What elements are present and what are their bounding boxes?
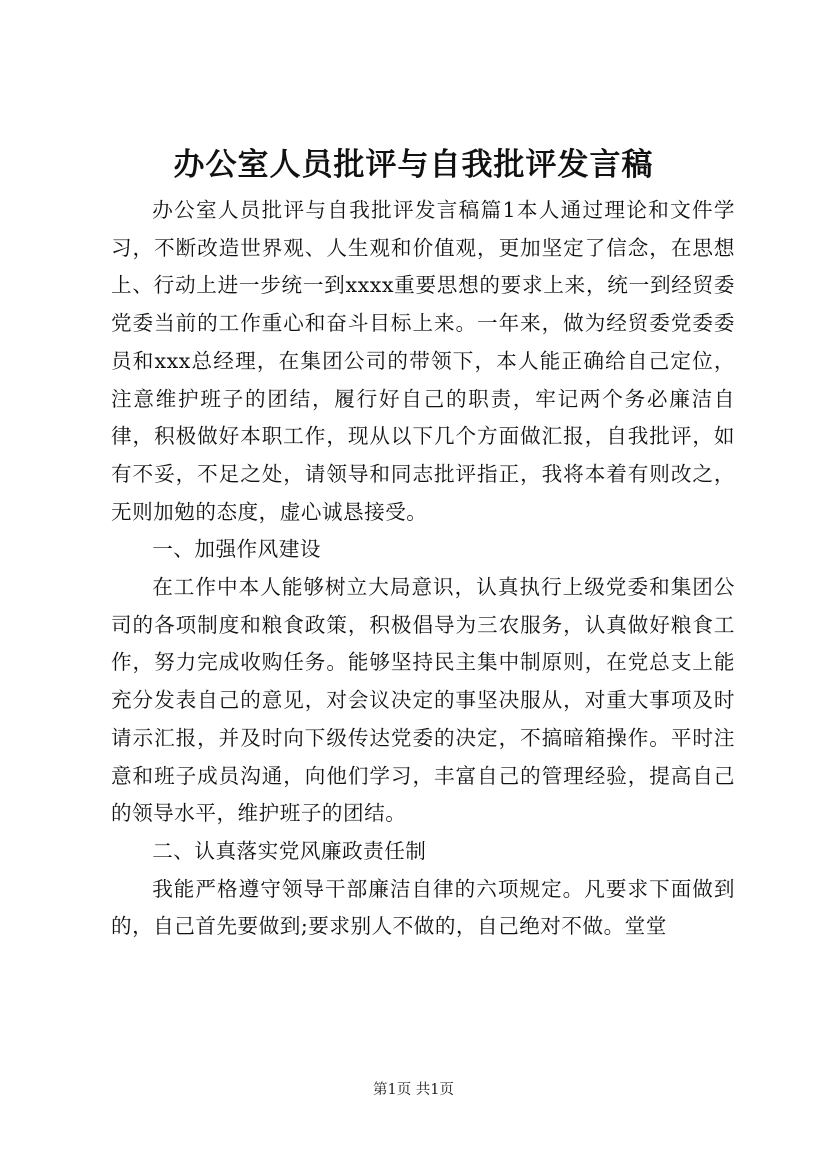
section-heading-1: 一、加强作风建设 — [152, 537, 321, 562]
paragraph-intro: 办公室人员批评与自我批评发言稿篇1本人通过理论和文件学习，不断改造世界观、人生观和价值观，更加坚定了信念，在思想上、行动上进一步统一到xxxx重要思想的要求上来，统一到经贸委党委当前的工作重心和奋斗目标上来。一年来，做为经贸委党委委员和xxx总经理，在集团公司的带领下，本人能正确给自己定位，注意维护班子的团结，履行好自己的职责，牢记两个务必廉洁自律，积极做好本职工作，现从以下几个方面做汇报，自我批评，如有不妥，不足之处，请领导和同志批评指正，我将本着有则改之，无则加勉的态度，虚心诚恳接受。 — [111, 198, 735, 524]
page-footer: 第1页 共1页 — [372, 1082, 455, 1098]
section-heading-2: 二、认真落实党风廉政责任制 — [152, 838, 427, 863]
paragraph-section-2: 我能严格遵守领导干部廉洁自律的六项规定。凡要求下面做到的，自己首先要做到;要求别人不做的，自己绝对不做。堂堂 — [111, 876, 735, 939]
document-title: 办公室人员批评与自我批评发言稿 — [173, 147, 654, 183]
paragraph-section-1: 在工作中本人能够树立大局意识，认真执行上级党委和集团公司的各项制度和粮食政策，积极倡导为三农服务，认真做好粮食工作，努力完成收购任务。能够坚持民主集中制原则，在党总支上能充分发表自己的意见，对会议决定的事坚决服从，对重大事项及时请示汇报，并及时向下级传达党委的决定，不搞暗箱操作。平时注意和班子成员沟通，向他们学习，丰富自己的管理经验，提高自己的领导水平，维护班子的团结。 — [111, 575, 735, 826]
document-body — [111, 192, 735, 946]
